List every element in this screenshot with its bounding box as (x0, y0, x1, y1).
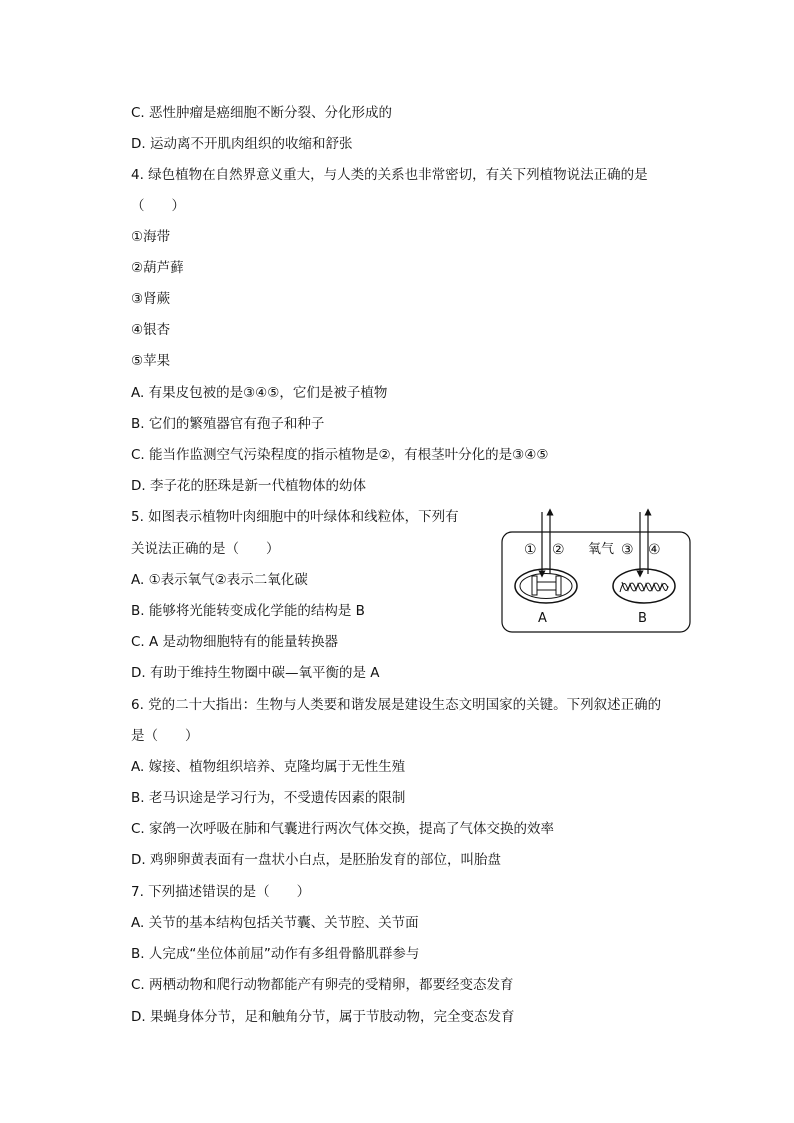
organelle-a-label: A (538, 611, 547, 626)
chloroplast-a (515, 569, 577, 603)
granum-left (532, 576, 537, 595)
q6-option-b: B. 老马识途是学习行为，不受遗传因素的限制 (131, 790, 406, 806)
q5-option-c: C. A 是动物细胞特有的能量转换器 (131, 634, 339, 650)
q4-item-1: ①海带 (131, 229, 171, 245)
q7-option-b: B. 人完成“坐位体前屈”动作有多组骨骼肌群参与 (131, 946, 420, 962)
q6-option-a: A. 嫁接、植物组织培养、克隆均属于无性生殖 (131, 759, 406, 775)
q6-option-d: D. 鸡卵卵黄表面有一盘状小白点，是胚胎发育的部位，叫胎盘 (131, 852, 501, 868)
q4-stem-blank: （ ） (131, 198, 185, 214)
q4-stem: 4. 绿色植物在自然界意义重大，与人类的关系也非常密切，有关下列植物说法正确的是 (131, 167, 648, 183)
chloroplast-inner (520, 574, 572, 599)
q4-option-d: D. 李子花的胚珠是新一代植物体的幼体 (131, 478, 366, 494)
q3-option-c: C. 恶性肿瘤是癌细胞不断分裂、分化形成的 (131, 105, 393, 121)
q4-item-4: ④银杏 (131, 322, 171, 338)
q6-option-c: C. 家鸽一次呼吸在肺和气囊进行两次气体交换，提高了气体交换的效率 (131, 821, 555, 837)
q7-option-c: C. 两栖动物和爬行动物都能产有卵壳的受精卵，都要经变态发育 (131, 977, 514, 993)
q6-stem: 6. 党的二十大指出：生物与人类要和谐发展是建设生态文明国家的关键。下列叙述正确的 (131, 697, 662, 713)
label-1: ① (524, 542, 537, 558)
q7-option-d: D. 果蝇身体分节，足和触角分节，属于节肢动物，完全变态发育 (131, 1009, 515, 1025)
q3-option-d: D. 运动离不开肌肉组织的收缩和舒张 (131, 136, 353, 152)
granum-right (556, 576, 561, 595)
q5-stem: 5. 如图表示植物叶肉细胞中的叶绿体和线粒体，下列有 (131, 509, 459, 525)
q4-item-5: ⑤苹果 (131, 353, 171, 369)
q4-item-2: ②葫芦藓 (131, 260, 184, 276)
label-4: ④ (648, 542, 661, 558)
label-2: ② (552, 542, 565, 558)
organelle-diagram (500, 508, 692, 634)
q4-option-a: A. 有果皮包被的是③④⑤，它们是被子植物 (131, 385, 388, 401)
q5-option-b: B. 能够将光能转变成化学能的结构是 B (131, 603, 365, 619)
q4-option-b: B. 它们的繁殖器官有孢子和种子 (131, 416, 325, 432)
q5-option-a: A. ①表示氧气②表示二氧化碳 (131, 572, 308, 588)
organelle-b-label: B (638, 611, 647, 626)
q7-option-a: A. 关节的基本结构包括关节囊、关节腔、关节面 (131, 915, 419, 931)
mitochondrion-b (613, 569, 675, 603)
q4-item-3: ③肾蕨 (131, 291, 171, 307)
q5-option-d: D. 有助于维持生物圈中碳—氧平衡的是 A (131, 665, 380, 681)
q4-option-c: C. 能当作监测空气污染程度的指示植物是②，有根茎叶分化的是③④⑤ (131, 447, 549, 463)
label-3: ③ (621, 542, 634, 558)
q5-stem-cont: 关说法正确的是（ ） (131, 541, 280, 557)
q7-stem: 7. 下列描述错误的是（ ） (131, 884, 311, 900)
cristae-lower (622, 582, 668, 591)
chloroplast-outer (515, 569, 577, 603)
q6-stem-cont: 是（ ） (131, 728, 199, 744)
oxygen-label: 氧气 (588, 542, 615, 557)
